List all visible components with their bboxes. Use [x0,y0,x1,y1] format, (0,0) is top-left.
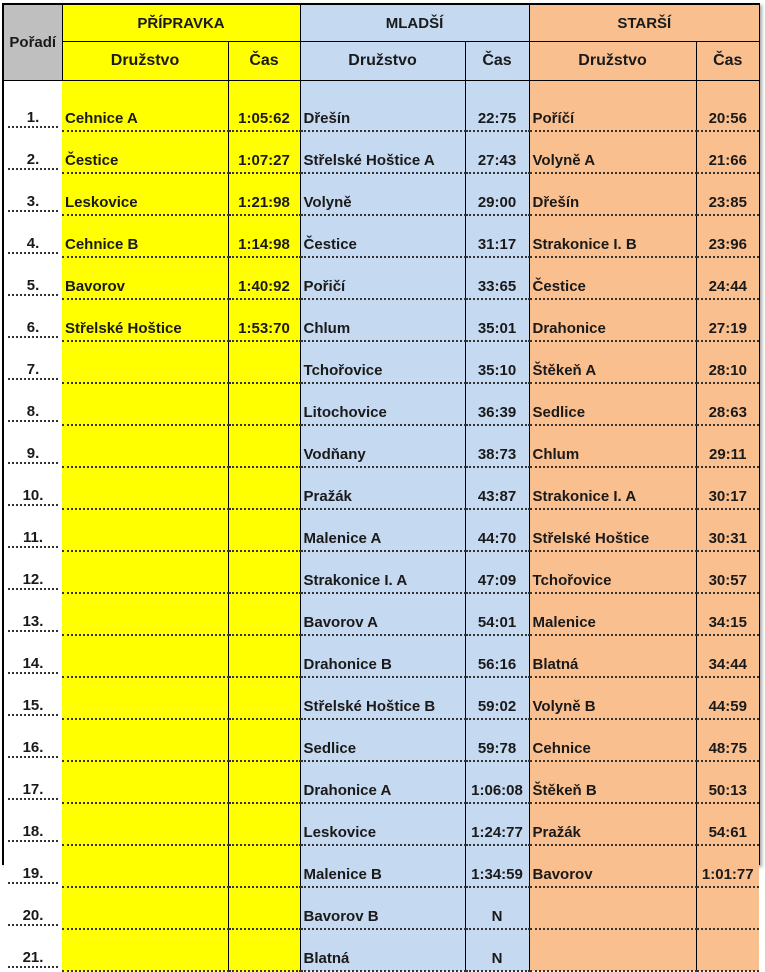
table-row [4,257,759,299]
starsi-time-cell: 44:59 [696,677,759,719]
pripravka-time-cell: 1:14:98 [228,215,300,257]
starsi-time-cell: 48:75 [696,719,759,761]
starsi-team-cell [529,929,696,971]
pripravka-team-cell [62,341,228,383]
starsi-team-cell: Střelské Hoštice [529,509,696,551]
rank-cell: 19. [4,845,62,887]
pripravka-time-cell [228,467,300,509]
pripravka-team-cell [62,887,228,929]
starsi-time-cell: 28:10 [696,341,759,383]
pripravka-time-cell [228,677,300,719]
mladsi-team-cell: Střelské Hoštice A [300,131,465,173]
pripravka-time-cell [228,761,300,803]
pripravka-time-cell: 1:40:92 [228,257,300,299]
mladsi-team-cell: Pořičí [300,257,465,299]
mladsi-team-cell: Bavorov A [300,593,465,635]
mladsi-team-cell: Strakonice I. A [300,551,465,593]
pripravka-team-cell [62,719,228,761]
table-row [4,425,759,467]
group-header-pripravka: PŘÍPRAVKA [62,5,300,42]
rank-cell: 3. [4,173,62,215]
rank-cell: 16. [4,719,62,761]
starsi-time-cell: 29:11 [696,425,759,467]
table-row [4,761,759,803]
mladsi-team-cell: Volyně [300,173,465,215]
mladsi-team-cell: Litochovice [300,383,465,425]
mladsi-team-cell: Střelské Hoštice B [300,677,465,719]
pripravka-time-cell: 1:07:27 [228,131,300,173]
starsi-time-cell: 54:61 [696,803,759,845]
table-row [4,551,759,593]
mladsi-team-cell: Drahonice B [300,635,465,677]
mladsi-time-cell: 35:10 [465,341,529,383]
rank-cell: 18. [4,803,62,845]
rank-cell: 17. [4,761,62,803]
starsi-time-cell: 30:57 [696,551,759,593]
table-row [4,131,759,173]
starsi-time-header: Čas [696,42,759,81]
group-header-mladsi: MLADŠÍ [300,5,529,42]
starsi-team-cell: Tchořovice [529,551,696,593]
mladsi-team-cell: Leskovice [300,803,465,845]
mladsi-team-cell: Bavorov B [300,887,465,929]
pripravka-team-cell: Cehnice A [62,90,228,131]
mladsi-team-cell: Čestice [300,215,465,257]
starsi-time-cell: 50:13 [696,761,759,803]
starsi-team-cell: Poříčí [529,90,696,131]
pripravka-team-cell [62,593,228,635]
mladsi-time-cell: 56:16 [465,635,529,677]
mladsi-time-cell: 59:78 [465,719,529,761]
rank-cell: 5. [4,257,62,299]
table-row [4,929,759,971]
mladsi-time-cell: 1:24:77 [465,803,529,845]
pripravka-time-cell [228,383,300,425]
starsi-team-cell: Pražák [529,803,696,845]
starsi-team-cell: Štěkeň A [529,341,696,383]
starsi-time-cell: 27:19 [696,299,759,341]
mladsi-team-cell: Sedlice [300,719,465,761]
pripravka-team-cell [62,677,228,719]
results-table [4,5,759,972]
starsi-time-cell: 24:44 [696,257,759,299]
pripravka-team-cell [62,509,228,551]
starsi-time-cell: 34:44 [696,635,759,677]
table-row [4,719,759,761]
table-row [4,635,759,677]
mladsi-team-cell: Tchořovice [300,341,465,383]
mladsi-time-cell: N [465,887,529,929]
starsi-team-cell: Strakonice I. A [529,467,696,509]
starsi-team-cell: Dřešín [529,173,696,215]
mladsi-time-cell: 47:09 [465,551,529,593]
pripravka-time-cell [228,425,300,467]
rank-cell: 21. [4,929,62,971]
starsi-team-cell: Chlum [529,425,696,467]
pripravka-team-header: Družstvo [62,42,228,81]
table-row [4,803,759,845]
rank-cell: 13. [4,593,62,635]
mladsi-team-cell: Chlum [300,299,465,341]
rank-cell: 15. [4,677,62,719]
starsi-team-cell: Drahonice [529,299,696,341]
rank-cell: 8. [4,383,62,425]
starsi-team-cell: Volyně B [529,677,696,719]
rank-header: Pořadí [4,5,62,81]
pripravka-team-cell [62,467,228,509]
mladsi-team-header: Družstvo [300,42,465,81]
mladsi-time-cell: 1:34:59 [465,845,529,887]
starsi-team-cell: Čestice [529,257,696,299]
starsi-time-cell: 23:96 [696,215,759,257]
pripravka-time-header: Čas [228,42,300,81]
mladsi-team-cell: Dřešín [300,90,465,131]
pripravka-team-cell: Leskovice [62,173,228,215]
mladsi-team-cell: Drahonice A [300,761,465,803]
rank-cell: 10. [4,467,62,509]
pripravka-team-cell [62,929,228,971]
mladsi-time-cell: 36:39 [465,383,529,425]
table-row [4,593,759,635]
pripravka-team-cell [62,635,228,677]
table-row [4,383,759,425]
group-header-starsi: STARŠÍ [529,5,759,42]
starsi-time-cell: 30:17 [696,467,759,509]
table-row [4,173,759,215]
starsi-team-cell: Blatná [529,635,696,677]
pripravka-team-cell [62,803,228,845]
pripravka-time-cell [228,509,300,551]
pripravka-time-cell [228,845,300,887]
mladsi-team-cell: Pražák [300,467,465,509]
starsi-time-cell: 20:56 [696,90,759,131]
starsi-team-cell: Sedlice [529,383,696,425]
starsi-team-cell: Malenice [529,593,696,635]
starsi-time-cell: 34:15 [696,593,759,635]
rank-cell: 4. [4,215,62,257]
starsi-team-cell: Cehnice [529,719,696,761]
pripravka-time-cell [228,341,300,383]
mladsi-team-cell: Vodňany [300,425,465,467]
table-row [4,341,759,383]
rank-cell: 9. [4,425,62,467]
pripravka-team-cell [62,425,228,467]
pripravka-time-cell: 1:05:62 [228,90,300,131]
mladsi-time-cell: 29:00 [465,173,529,215]
mladsi-team-cell: Malenice B [300,845,465,887]
table-row [4,509,759,551]
pripravka-time-cell: 1:21:98 [228,173,300,215]
starsi-team-header: Družstvo [529,42,696,81]
starsi-team-cell: Volyně A [529,131,696,173]
starsi-team-cell: Štěkeň B [529,761,696,803]
mladsi-time-cell: 27:43 [465,131,529,173]
rank-cell: 12. [4,551,62,593]
pripravka-time-cell [228,551,300,593]
table-row [4,90,759,131]
mladsi-time-cell: 44:70 [465,509,529,551]
rank-cell: 14. [4,635,62,677]
rank-cell: 11. [4,509,62,551]
mladsi-time-cell: 1:06:08 [465,761,529,803]
pripravka-team-cell [62,551,228,593]
starsi-time-cell: 23:85 [696,173,759,215]
pripravka-time-cell [228,635,300,677]
starsi-time-cell: 28:63 [696,383,759,425]
pripravka-team-cell [62,761,228,803]
starsi-team-cell: Strakonice I. B [529,215,696,257]
pripravka-time-cell: 1:53:70 [228,299,300,341]
mladsi-time-cell: 22:75 [465,90,529,131]
table-row [4,845,759,887]
rank-cell: 20. [4,887,62,929]
table-row [4,887,759,929]
mladsi-time-cell: 54:01 [465,593,529,635]
table-row [4,677,759,719]
table-row [4,467,759,509]
starsi-team-cell [529,887,696,929]
starsi-time-cell [696,929,759,971]
mladsi-time-cell: 38:73 [465,425,529,467]
starsi-time-cell: 1:01:77 [696,845,759,887]
mladsi-team-cell: Malenice A [300,509,465,551]
mladsi-time-cell: 35:01 [465,299,529,341]
table-row [4,299,759,341]
rank-cell: 6. [4,299,62,341]
rank-cell: 1. [4,90,62,131]
pripravka-team-cell: Bavorov [62,257,228,299]
starsi-time-cell: 30:31 [696,509,759,551]
rank-cell: 2. [4,131,62,173]
pripravka-time-cell [228,887,300,929]
pripravka-team-cell: Cehnice B [62,215,228,257]
starsi-time-cell [696,887,759,929]
mladsi-time-cell: 59:02 [465,677,529,719]
results-table-frame [2,3,760,967]
table-row [4,215,759,257]
starsi-time-cell: 21:66 [696,131,759,173]
pripravka-time-cell [228,719,300,761]
pripravka-time-cell [228,803,300,845]
starsi-team-cell: Bavorov [529,845,696,887]
mladsi-time-cell: 43:87 [465,467,529,509]
mladsi-team-cell: Blatná [300,929,465,971]
mladsi-time-cell: N [465,929,529,971]
pripravka-team-cell [62,383,228,425]
mladsi-time-cell: 31:17 [465,215,529,257]
rank-cell: 7. [4,341,62,383]
pripravka-team-cell [62,845,228,887]
mladsi-time-cell: 33:65 [465,257,529,299]
pripravka-team-cell: Střelské Hoštice [62,299,228,341]
pripravka-time-cell [228,929,300,971]
pripravka-time-cell [228,593,300,635]
pripravka-team-cell: Čestice [62,131,228,173]
mladsi-time-header: Čas [465,42,529,81]
